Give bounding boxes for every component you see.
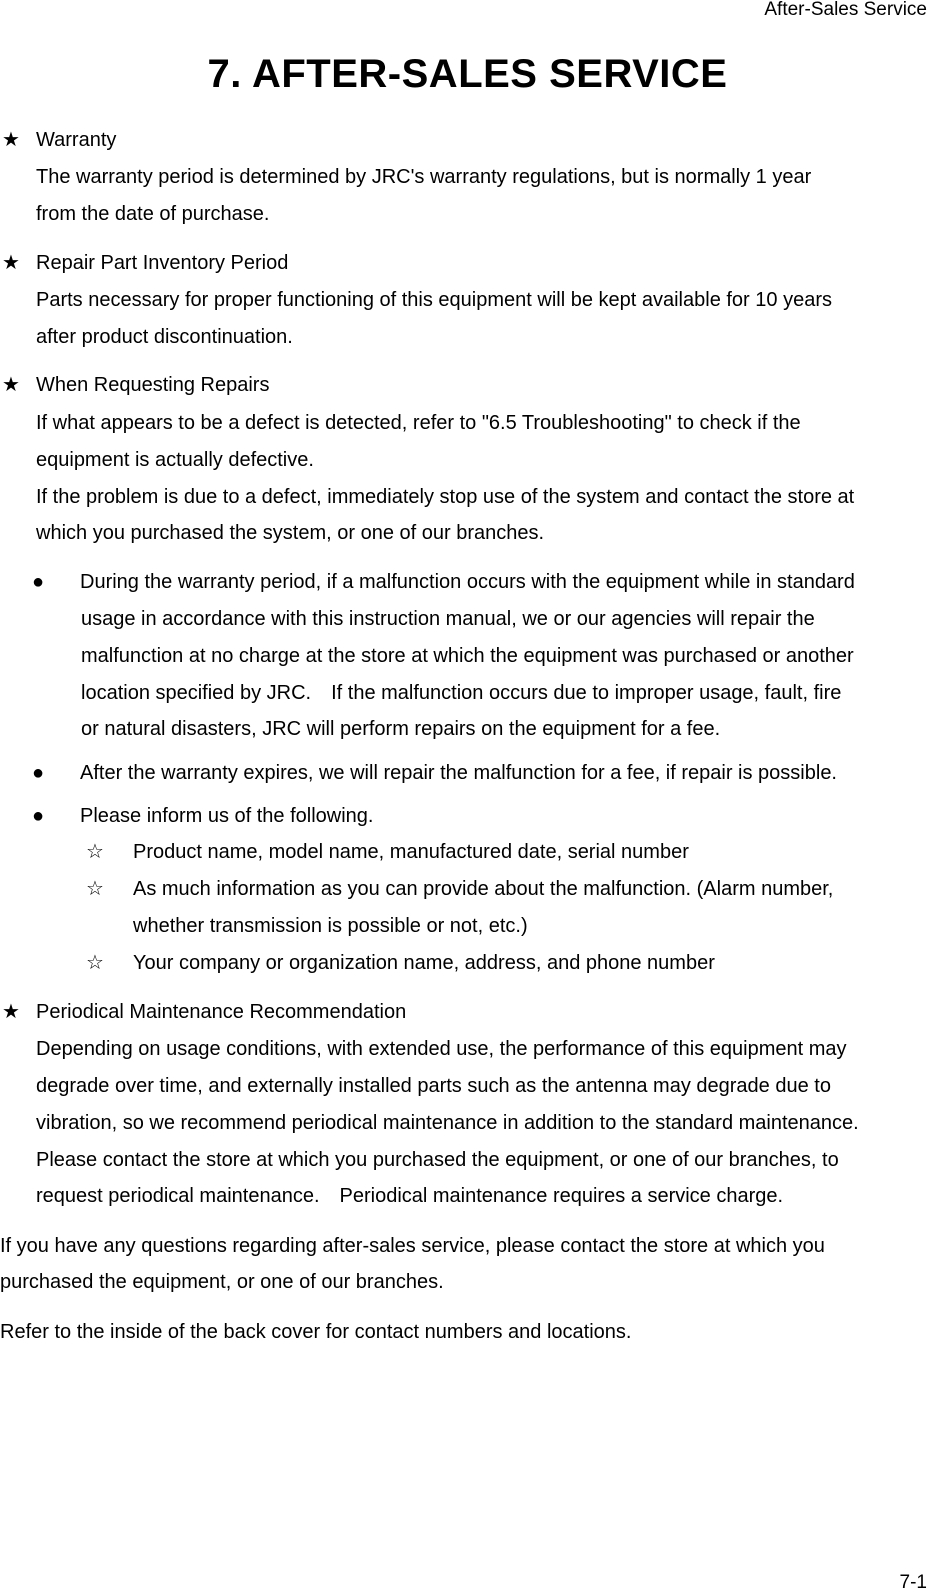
black-circle-icon: ● (32, 805, 45, 827)
white-star-icon: ☆ (86, 952, 104, 974)
paragraph-line: from the date of purchase. (36, 203, 270, 225)
white-star-icon: ☆ (86, 841, 104, 863)
sub-bullet-line: whether transmission is possible or not, etc.) (133, 915, 528, 937)
black-star-icon: ★ (2, 252, 20, 274)
paragraph-line: vibration, so we recommend periodical maintenance in addition to the standard maintenance. (36, 1112, 859, 1134)
paragraph-line: request periodical maintenance. Periodical maintenance requires a service charge. (36, 1185, 784, 1207)
page-number: 7-1 (899, 1572, 927, 1593)
black-star-icon: ★ (2, 129, 20, 151)
black-star-icon: ★ (2, 1001, 20, 1023)
paragraph-line: Parts necessary for proper functioning of this equipment will be kept available for 10 years (36, 289, 832, 311)
sub-bullet-line: Product name, model name, manufactured date, serial number (133, 841, 689, 863)
bullet-line: malfunction at no charge at the store at which the equipment was purchased or another (81, 645, 854, 667)
paragraph-line: The warranty period is determined by JRC's warranty regulations, but is normally 1 year (36, 166, 812, 188)
paragraph-line: after product discontinuation. (36, 326, 293, 348)
paragraph-line: Depending on usage conditions, with extended use, the performance of this equipment may (36, 1038, 847, 1060)
paragraph-line: which you purchased the system, or one of our branches. (36, 522, 545, 544)
black-circle-icon: ● (32, 762, 45, 784)
bullet-line: Please inform us of the following. (80, 805, 374, 827)
white-star-icon: ☆ (86, 878, 104, 900)
paragraph-line: If the problem is due to a defect, immediately stop use of the system and contact the store at (36, 486, 855, 508)
black-star-icon: ★ (2, 374, 20, 396)
contact-line: Refer to the inside of the back cover for contact numbers and locations. (0, 1321, 632, 1343)
section-heading-warranty: Warranty (36, 129, 117, 151)
section-heading-repairs: When Requesting Repairs (36, 374, 270, 396)
bullet-line: During the warranty period, if a malfunction occurs with the equipment while in standard (80, 571, 855, 593)
bullet-line: or natural disasters, JRC will perform repairs on the equipment for a fee. (81, 718, 721, 740)
sub-bullet-line: As much information as you can provide about the malfunction. (Alarm number, (133, 878, 834, 900)
black-circle-icon: ● (32, 571, 45, 593)
bullet-line: After the warranty expires, we will repair the malfunction for a fee, if repair is possible. (80, 762, 837, 784)
bullet-line: location specified by JRC. If the malfunction occurs due to improper usage, fault, fire (81, 682, 842, 704)
running-header: After-Sales Service (764, 0, 927, 20)
page-title: 7. AFTER-SALES SERVICE (207, 52, 728, 96)
paragraph-line: degrade over time, and externally installed parts such as the antenna may degrade due to (36, 1075, 831, 1097)
sub-bullet-line: Your company or organization name, address, and phone number (133, 952, 715, 974)
section-heading-inventory: Repair Part Inventory Period (36, 252, 289, 274)
bullet-line: usage in accordance with this instruction manual, we or our agencies will repair the (81, 608, 815, 630)
section-heading-maintenance: Periodical Maintenance Recommendation (36, 1001, 407, 1023)
paragraph-line: Please contact the store at which you purchased the equipment, or one of our branches, to (36, 1149, 839, 1171)
paragraph-line: equipment is actually defective. (36, 449, 314, 471)
closing-line: purchased the equipment, or one of our branches. (0, 1271, 444, 1293)
paragraph-line: If what appears to be a defect is detected, refer to "6.5 Troubleshooting" to check if the (36, 412, 801, 434)
closing-line: If you have any questions regarding after-sales service, please contact the store at which you (0, 1235, 825, 1257)
